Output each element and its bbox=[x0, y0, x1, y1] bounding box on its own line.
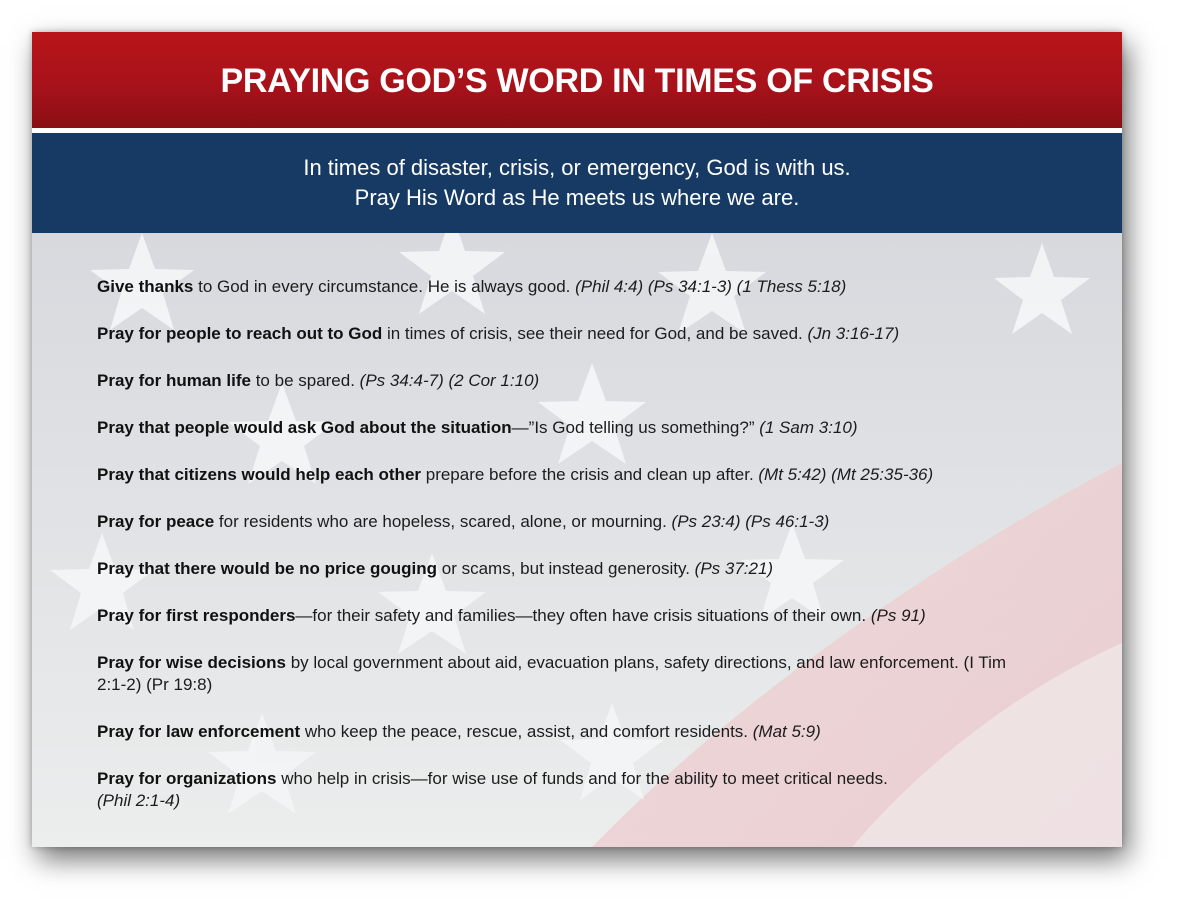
list-item: Pray that citizens would help each other prepare before the crisis and clean up after. (Mt 5:42) (Mt 25:35-36) bbox=[97, 465, 934, 484]
list-item: Pray for people to reach out to God in times of crisis, see their need for God, and be saved. (Jn 3:16-17) bbox=[97, 324, 900, 343]
subtitle-line-2: Pray His Word as He meets us where we are. bbox=[354, 185, 800, 210]
list-item: Pray that people would ask God about the situation—”Is God telling us something?” (1 Sam 3:10) bbox=[97, 418, 858, 437]
subtitle-band bbox=[32, 133, 1122, 233]
list-item: Pray for organizations who help in crisis—for wise use of funds and for the ability to meet critical needs. (Phil 2:1-4) bbox=[97, 769, 888, 810]
list-item: Pray for first responders—for their safety and families—they often have crisis situations of their own. (Ps 91) bbox=[97, 606, 926, 625]
page-title: PRAYING GOD’S WORD IN TIMES OF CRISIS bbox=[220, 61, 934, 100]
list-item: Pray that there would be no price gouging or scams, but instead generosity. (Ps 37:21) bbox=[97, 559, 774, 578]
title-band bbox=[32, 32, 1122, 128]
list-item: Pray for human life to be spared. (Ps 34:4-7) (2 Cor 1:10) bbox=[97, 371, 540, 390]
list-item: Give thanks to God in every circumstance. He is always good. (Phil 4:4) (Ps 34:1-3) (1 Thess 5:18) bbox=[97, 277, 847, 296]
prayer-list bbox=[97, 276, 1037, 837]
list-item: Pray for wise decisions by local government about aid, evacuation plans, safety directions, and law enforcement. (I Tim 2:1-2) (Pr 19:8) bbox=[97, 653, 1007, 694]
list-item: Pray for law enforcement who keep the peace, rescue, assist, and comfort residents. (Mat 5:9) bbox=[97, 722, 821, 741]
subtitle-line-1: In times of disaster, crisis, or emergency, God is with us. bbox=[303, 155, 851, 180]
list-item: Pray for peace for residents who are hopeless, scared, alone, or mourning. (Ps 23:4) (Ps 46:1-3) bbox=[97, 512, 830, 531]
